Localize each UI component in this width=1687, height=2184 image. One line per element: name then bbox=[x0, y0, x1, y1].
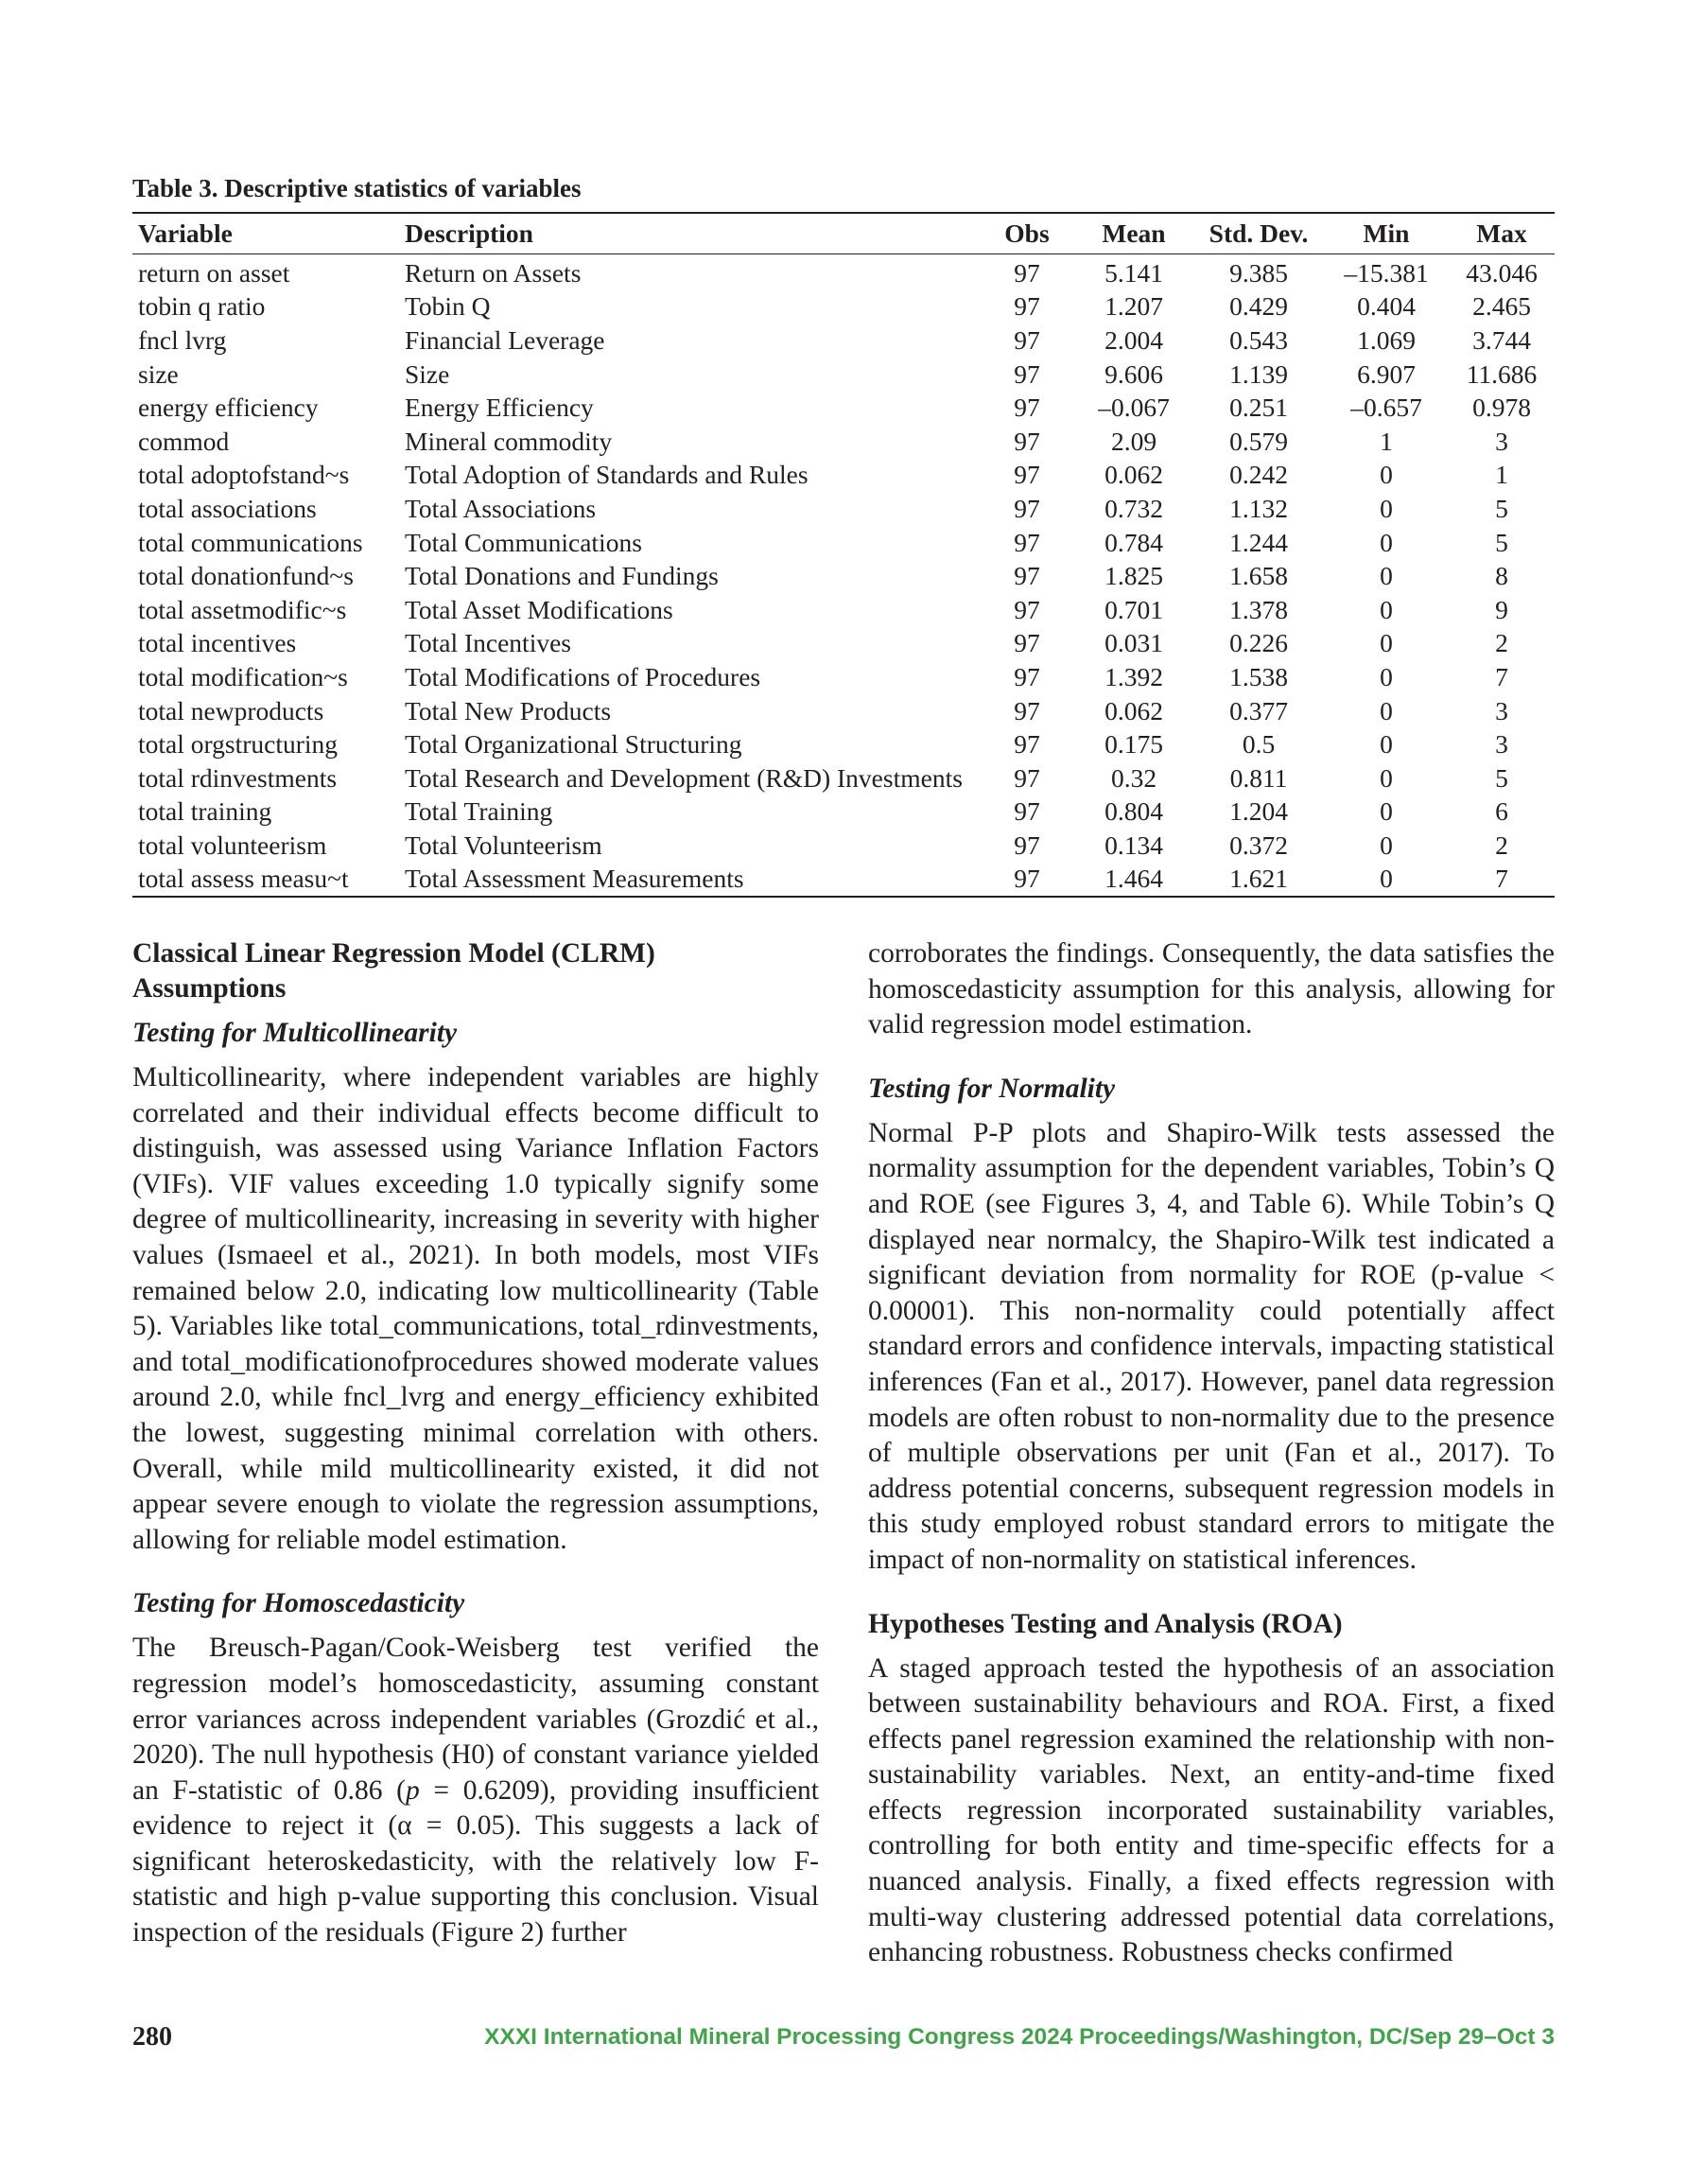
cell-obs: 97 bbox=[1014, 493, 1040, 523]
cell-mean: –0.067 bbox=[1098, 393, 1170, 423]
cell-mean: 2.09 bbox=[1110, 426, 1157, 456]
cell-max: 3 bbox=[1495, 695, 1508, 725]
cell-min: 1 bbox=[1380, 426, 1393, 456]
cell-obs: 97 bbox=[1014, 358, 1040, 389]
cell-min: 0 bbox=[1380, 864, 1393, 894]
cell-std-dev: 0.242 bbox=[1229, 460, 1288, 490]
cell-std-dev: 0.226 bbox=[1229, 628, 1288, 658]
cell-min: 6.907 bbox=[1357, 358, 1416, 389]
cell-mean: 1.207 bbox=[1104, 291, 1163, 322]
cell-description: Total New Products bbox=[405, 695, 612, 725]
cell-description: Return on Assets bbox=[405, 257, 582, 288]
cell-obs: 97 bbox=[1014, 324, 1040, 355]
cell-obs: 97 bbox=[1014, 426, 1040, 456]
cell-std-dev: 0.5 bbox=[1242, 729, 1276, 760]
cell-std-dev: 1.132 bbox=[1229, 493, 1288, 523]
cell-variable: total incentives bbox=[138, 628, 297, 658]
cell-variable: energy efficiency bbox=[138, 393, 319, 423]
cell-obs: 97 bbox=[1014, 830, 1040, 860]
page-number: 280 bbox=[132, 2022, 172, 2052]
cell-obs: 97 bbox=[1014, 796, 1040, 827]
cell-description: Total Assessment Measurements bbox=[405, 864, 744, 894]
cell-max: 6 bbox=[1495, 796, 1508, 827]
cell-description: Total Associations bbox=[405, 493, 597, 523]
normality-heading: Testing for Normality bbox=[868, 1073, 1116, 1104]
header-variable: Variable bbox=[138, 218, 233, 248]
cell-obs: 97 bbox=[1014, 762, 1040, 793]
cell-variable: total rdinvestments bbox=[138, 762, 338, 793]
cell-min: 0 bbox=[1380, 460, 1393, 490]
table-row bbox=[132, 358, 1555, 392]
cell-max: 9 bbox=[1495, 594, 1508, 624]
cell-variable: return on asset bbox=[138, 257, 290, 288]
homoscedasticity-text-part2: = 0.6209), providing insufficient evidence to reject it (α = 0.05). This suggests a lack of significant heteroskedasticity, with the relatively low F-statistic and high p-value supporting this conclusion. Visual inspection of the residuals (Figure 2) further bbox=[132, 1774, 819, 1948]
cell-obs: 97 bbox=[1014, 460, 1040, 490]
cell-obs: 97 bbox=[1014, 527, 1040, 557]
cell-obs: 97 bbox=[1014, 291, 1040, 322]
normality-paragraph: Normal P-P plots and Shapiro-Wilk tests assessed the normality assumption for the dependent variables, Tobin’s Q and ROE (see Figures 3, 4, and Table 6). While Tobin’s Q displayed near normalcy, the Shapiro-Wilk test indicated a significant deviation from normality for ROE (p-value < 0.00001). This non-normality could potentially affect standard errors and confidence intervals, impacting statistical inferences (Fan et al., 2017). However, panel data regression models are often robust to non-normality due to the presence of multiple observations per unit (Fan et al., 2017). To address potential concerns, subsequent regression models in this study employed robust standard errors to mitigate the impact of non-normality on statistical inferences. bbox=[868, 1117, 1555, 1575]
cell-min: 0 bbox=[1380, 628, 1393, 658]
cell-max: 1 bbox=[1495, 460, 1508, 490]
cell-variable: total volunteerism bbox=[138, 830, 327, 860]
cell-mean: 0.134 bbox=[1104, 830, 1163, 860]
table-row bbox=[132, 593, 1555, 627]
table-row bbox=[132, 559, 1555, 593]
cell-variable: total assess measu~t bbox=[138, 864, 349, 894]
cell-max: 7 bbox=[1495, 864, 1508, 894]
cell-description: Total Organizational Structuring bbox=[405, 729, 742, 760]
table-row bbox=[132, 694, 1555, 728]
cell-mean: 0.062 bbox=[1104, 695, 1163, 725]
cell-min: 0 bbox=[1380, 561, 1393, 591]
cell-description: Size bbox=[405, 358, 450, 389]
cell-obs: 97 bbox=[1014, 661, 1040, 691]
cell-mean: 2.004 bbox=[1104, 324, 1163, 355]
clrm-heading-line2: Assumptions bbox=[132, 973, 287, 1004]
cell-description: Total Training bbox=[405, 796, 553, 827]
cell-std-dev: 1.244 bbox=[1229, 527, 1288, 557]
cell-description: Total Modifications of Procedures bbox=[405, 661, 761, 691]
cell-mean: 0.804 bbox=[1104, 796, 1163, 827]
cell-description: Total Communications bbox=[405, 527, 642, 557]
table-row bbox=[132, 727, 1555, 761]
cell-max: 8 bbox=[1495, 561, 1508, 591]
cell-obs: 97 bbox=[1014, 864, 1040, 894]
cell-std-dev: 0.377 bbox=[1229, 695, 1288, 725]
cell-min: 0.404 bbox=[1357, 291, 1416, 322]
cell-obs: 97 bbox=[1014, 393, 1040, 423]
cell-min: 1.069 bbox=[1357, 324, 1416, 355]
cell-max: 2.465 bbox=[1472, 291, 1531, 322]
table-row bbox=[132, 290, 1555, 324]
cell-std-dev: 1.204 bbox=[1229, 796, 1288, 827]
cell-description: Total Adoption of Standards and Rules bbox=[405, 460, 809, 490]
hypotheses-heading: Hypotheses Testing and Analysis (ROA) bbox=[868, 1608, 1343, 1639]
p-symbol: p bbox=[405, 1774, 420, 1806]
cell-std-dev: 1.139 bbox=[1229, 358, 1288, 389]
cell-std-dev: 0.811 bbox=[1229, 762, 1288, 793]
cell-variable: total communications bbox=[138, 527, 363, 557]
multicollinearity-heading: Testing for Multicollinearity bbox=[132, 1018, 458, 1048]
cell-max: 43.046 bbox=[1466, 257, 1538, 288]
cell-min: 0 bbox=[1380, 762, 1393, 793]
cell-max: 3.744 bbox=[1472, 324, 1531, 355]
cell-variable: total orgstructuring bbox=[138, 729, 339, 760]
cell-mean: 0.732 bbox=[1104, 493, 1163, 523]
cell-min: 0 bbox=[1380, 796, 1393, 827]
descriptive-statistics-table bbox=[132, 212, 1555, 898]
cell-obs: 97 bbox=[1014, 695, 1040, 725]
header-std-dev: Std. Dev. bbox=[1209, 218, 1309, 248]
cell-obs: 97 bbox=[1014, 628, 1040, 658]
cell-obs: 97 bbox=[1014, 729, 1040, 760]
cell-variable: commod bbox=[138, 426, 230, 456]
cell-mean: 1.392 bbox=[1104, 661, 1163, 691]
table-row bbox=[132, 459, 1555, 493]
cell-min: 0 bbox=[1380, 729, 1393, 760]
cell-obs: 97 bbox=[1014, 594, 1040, 624]
cell-description: Energy Efficiency bbox=[405, 393, 594, 423]
cell-max: 0.978 bbox=[1472, 393, 1531, 423]
clrm-heading-line1: Classical Linear Regression Model (CLRM) bbox=[132, 938, 655, 969]
cell-variable: total donationfund~s bbox=[138, 561, 354, 591]
cell-variable: fncl lvrg bbox=[138, 324, 227, 355]
cell-mean: 1.825 bbox=[1104, 561, 1163, 591]
table-row bbox=[132, 795, 1555, 830]
cell-mean: 0.701 bbox=[1104, 594, 1163, 624]
table-row bbox=[132, 660, 1555, 694]
cell-min: 0 bbox=[1380, 493, 1393, 523]
cell-description: Tobin Q bbox=[405, 291, 491, 322]
cell-mean: 9.606 bbox=[1104, 358, 1163, 389]
cell-obs: 97 bbox=[1014, 561, 1040, 591]
cell-max: 5 bbox=[1495, 493, 1508, 523]
cell-description: Total Incentives bbox=[405, 628, 571, 658]
cell-min: 0 bbox=[1380, 830, 1393, 860]
cell-min: –15.381 bbox=[1344, 257, 1429, 288]
cell-std-dev: 0.251 bbox=[1229, 393, 1288, 423]
cell-min: 0 bbox=[1380, 661, 1393, 691]
cell-mean: 0.175 bbox=[1104, 729, 1163, 760]
table-row bbox=[132, 492, 1555, 526]
header-max: Max bbox=[1476, 218, 1527, 248]
cell-std-dev: 9.385 bbox=[1229, 257, 1288, 288]
cell-min: 0 bbox=[1380, 527, 1393, 557]
cell-variable: total assetmodific~s bbox=[138, 594, 347, 624]
cell-description: Total Volunteerism bbox=[405, 830, 602, 860]
cell-mean: 0.062 bbox=[1104, 460, 1163, 490]
cell-std-dev: 0.543 bbox=[1229, 324, 1288, 355]
left-text-column bbox=[132, 936, 819, 1951]
cell-variable: size bbox=[138, 358, 179, 389]
page-footer bbox=[132, 2022, 1555, 2060]
cell-variable: total modification~s bbox=[138, 661, 348, 691]
cell-std-dev: 0.372 bbox=[1229, 830, 1288, 860]
running-footer-title: XXXI International Mineral Processing Congress 2024 Proceedings/Washington, DC/Sep 29–Oct 3 bbox=[484, 2024, 1555, 2050]
header-mean: Mean bbox=[1102, 218, 1166, 248]
continuation-paragraph: corroborates the findings. Consequently, the data satisfies the homoscedasticity assumption for this analysis, allowing for valid regression model estimation. bbox=[868, 938, 1555, 1040]
cell-variable: total adoptofstand~s bbox=[138, 460, 350, 490]
cell-min: 0 bbox=[1380, 695, 1393, 725]
cell-std-dev: 1.538 bbox=[1229, 661, 1288, 691]
cell-variable: total associations bbox=[138, 493, 317, 523]
cell-max: 3 bbox=[1495, 426, 1508, 456]
hypotheses-paragraph: A staged approach tested the hypothesis of an association between sustainability behaviours and ROA. First, a fixed effects panel regression examined the relationship with non-sustainability variables. Next, an entity-and-time fixed effects regression incorporated sustainability variables, controlling for both entity and time-specific effects for a nuanced analysis. Finally, a fixed effects regression with multi-way clustering addressed potential data correlations, enhancing robustness. Robustness checks confirmed bbox=[868, 1652, 1555, 1968]
cell-mean: 0.031 bbox=[1104, 628, 1163, 658]
cell-mean: 1.464 bbox=[1104, 864, 1163, 894]
cell-mean: 0.32 bbox=[1110, 762, 1157, 793]
table-row bbox=[132, 323, 1555, 358]
right-text-column bbox=[868, 936, 1555, 1971]
cell-variable: tobin q ratio bbox=[138, 291, 266, 322]
table-row bbox=[132, 761, 1555, 795]
multicollinearity-paragraph: Multicollinearity, where independent variables are highly correlated and their individual effects become difficult to distinguish, was assessed using Variance Inflation Factors (VIFs). VIF values exceeding 1.0 typically signify some degree of multicollinearity, increasing in severity with higher values (Ismaeel et al., 2021). In both models, most VIFs remained below 2.0, indicating low multicollinearity (Table 5). Variables like total_communications, total_rdinvestments, and total_modificationofprocedures showed moderate values around 2.0, while fncl_lvrg and energy_efficiency exhibited the lowest, suggesting minimal correlation with others. Overall, while mild multicollinearity existed, it did not appear severe enough to violate the regression assumptions, allowing for reliable model estimation. bbox=[132, 1062, 819, 1555]
table-row bbox=[132, 627, 1555, 661]
table-body bbox=[132, 254, 1555, 898]
cell-mean: 5.141 bbox=[1104, 257, 1163, 288]
header-min: Min bbox=[1363, 218, 1410, 248]
cell-obs: 97 bbox=[1014, 257, 1040, 288]
cell-description: Financial Leverage bbox=[405, 324, 605, 355]
header-description: Description bbox=[405, 218, 533, 248]
cell-max: 11.686 bbox=[1466, 358, 1538, 389]
cell-max: 5 bbox=[1495, 762, 1508, 793]
table-row bbox=[132, 254, 1555, 290]
homoscedasticity-heading: Testing for Homoscedasticity bbox=[132, 1588, 465, 1619]
cell-max: 7 bbox=[1495, 661, 1508, 691]
cell-variable: total newproducts bbox=[138, 695, 324, 725]
cell-min: 0 bbox=[1380, 594, 1393, 624]
cell-description: Mineral commodity bbox=[405, 426, 613, 456]
cell-mean: 0.784 bbox=[1104, 527, 1163, 557]
clrm-heading bbox=[132, 936, 819, 1006]
cell-max: 3 bbox=[1495, 729, 1508, 760]
table-row bbox=[132, 863, 1555, 898]
cell-description: Total Asset Modifications bbox=[405, 594, 673, 624]
header-obs: Obs bbox=[1004, 218, 1050, 248]
cell-max: 2 bbox=[1495, 628, 1508, 658]
table-caption: Table 3. Descriptive statistics of variables bbox=[132, 174, 582, 202]
table-row bbox=[132, 391, 1555, 425]
cell-variable: total training bbox=[138, 796, 272, 827]
cell-min: –0.657 bbox=[1350, 393, 1422, 423]
homoscedasticity-text-part1: The Breusch-Pagan/Cook-Weisberg test verified the regression model’s homoscedasticity, assuming constant error variances across independent variables (Grozdić et al., 2020). The null hypothesis (H0) of constant variance yielded an F-statistic of 0.86 ( bbox=[132, 1633, 819, 1806]
cell-std-dev: 1.378 bbox=[1229, 594, 1288, 624]
table-row bbox=[132, 526, 1555, 560]
homoscedasticity-paragraph bbox=[132, 1631, 819, 1950]
table-row bbox=[132, 829, 1555, 863]
cell-description: Total Donations and Fundings bbox=[405, 561, 719, 591]
cell-std-dev: 1.621 bbox=[1229, 864, 1288, 894]
cell-description: Total Research and Development (R&D) Investments bbox=[405, 762, 963, 793]
cell-max: 5 bbox=[1495, 527, 1508, 557]
table-row bbox=[132, 425, 1555, 459]
cell-std-dev: 0.579 bbox=[1229, 426, 1288, 456]
cell-std-dev: 0.429 bbox=[1229, 291, 1288, 322]
cell-max: 2 bbox=[1495, 830, 1508, 860]
cell-std-dev: 1.658 bbox=[1229, 561, 1288, 591]
table-header-row bbox=[132, 213, 1555, 254]
